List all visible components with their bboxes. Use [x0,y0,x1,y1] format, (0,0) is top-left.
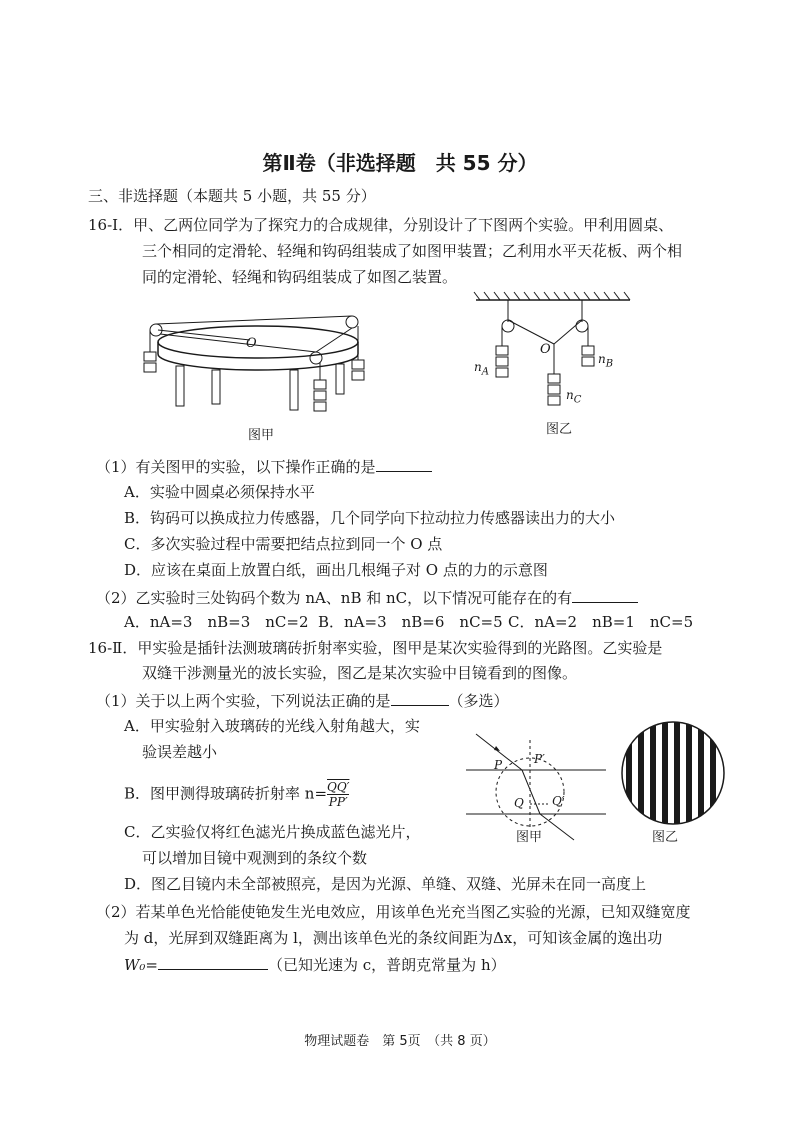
fig-b-point-o: O [540,342,551,357]
q16-2-option-c-line2: 可以增加目镜中观测到的条纹个数 [142,849,368,867]
q16-2-option-a-line2: 验误差越小 [142,743,218,761]
fig-a-point-o: O [246,336,257,351]
answer-blank[interactable] [391,690,449,706]
q16-2-sub2-line2: 为 d，光屏到双缝距离为 l，测出该单色光的条纹间距为Δx，可知该金属的逸出功 [124,929,663,947]
refractive-index-fraction: $\frac{QQ'}{PP'}$ [327,780,350,809]
q16-1-sub2-question: （2）乙实验时三处钩码个数为 nA、nB 和 nC，以下情况可能存在的有 [96,587,638,608]
ceiling-pulley-figure [470,292,640,412]
fig-glass-q-prime: Q′ [552,794,565,808]
answer-blank[interactable] [572,587,638,603]
fig-fringes-caption: 图乙 [652,830,679,845]
q16-1-sub1-question: （1）有关图甲的实验，以下操作正确的是 [96,456,432,477]
q16-1-intro-line2: 三个相同的定滑轮、轻绳和钩码组装成了如图甲装置；乙利用水平天花板、两个相 [142,242,683,260]
q16-2-option-c-line1: C．乙实验仅将红色滤光片换成蓝色滤光片， [124,823,421,841]
fig-b-label-nb: $n_B$ [598,352,614,370]
q16-2-option-a-line1: A．甲实验射入玻璃砖的光线入射角越大，实 [124,717,420,735]
fig-glass-p-prime: P′ [534,752,545,766]
q16-1-sub2-option-b: B．nA=3 nB=6 nC=5 [318,613,503,631]
q16-2-sub2-line1: （2）若某单色光恰能使铯发生光电效应，用该单色光充当图乙实验的光源，已知双缝宽度 [96,903,691,921]
q16-2-option-d: D．图乙目镜内未全部被照亮，是因为光源、单缝、双缝、光屏未在同一高度上 [124,875,647,893]
fig-b-label-na: $n_A$ [474,360,489,378]
answer-blank[interactable] [376,456,432,472]
fig-glass-caption: 图甲 [516,830,543,845]
q16-1-sub2-option-a: A．nA=3 nB=3 nC=2 [124,613,309,631]
fig-b-caption: 图乙 [546,422,573,437]
q16-1-sub1-option-b: B．钩码可以换成拉力传感器，几个同学向下拉动拉力传感器读出力的大小 [124,509,616,527]
q16-1-sub1-option-a: A．实验中圆桌必须保持水平 [124,483,315,501]
fig-a-caption: 图甲 [248,428,275,443]
q16-2-sub2-answer: W₀= （已知光速为 c，普朗克常量为 h） [124,956,506,974]
round-table-figure [140,300,380,420]
fig-b-label-nc: $n_C$ [566,388,582,406]
fig-glass-q: Q [514,796,524,810]
q16-1-intro-line1: 16-Ⅰ．甲、乙两位同学为了探究力的合成规律，分别设计了下图两个实验。甲利用圆桌、 [88,216,674,234]
answer-blank[interactable] [158,954,268,970]
q16-1-sub1-option-c: C．多次实验过程中需要把结点拉到同一个 O 点 [124,535,443,553]
q16-2-option-b: B．图甲测得玻璃砖折射率 n= $\frac{QQ'}{PP'}$ [124,780,350,809]
interference-fringes-figure [620,720,726,826]
glass-block-figure [466,720,606,830]
q16-2-intro-line1: 16-Ⅱ．甲实验是插针法测玻璃砖折射率实验，图甲是某次实验得到的光路图。乙实验是 [88,639,663,657]
page-footer: 物理试题卷 第 5页 （共 8 页） [304,1034,496,1049]
q16-1-intro-line3: 同的定滑轮、轻绳和钩码组装成了如图乙装置。 [142,268,458,286]
section-title: 第Ⅱ卷（非选择题 共 55 分） [262,151,538,175]
section-heading: 三、非选择题（本题共 5 小题，共 55 分） [88,187,376,205]
q16-1-sub2-option-c: C．nA=2 nB=1 nC=5 [508,613,694,631]
q16-2-sub1-question: （1）关于以上两个实验，下列说法正确的是 （多选） [96,692,509,710]
fig-glass-p: P [494,758,503,772]
q16-2-intro-line2: 双缝干涉测量光的波长实验，图乙是某次实验中目镜看到的图像。 [142,664,578,682]
q16-1-sub1-option-d: D．应该在桌面上放置白纸，画出几根绳子对 O 点的力的示意图 [124,561,548,579]
